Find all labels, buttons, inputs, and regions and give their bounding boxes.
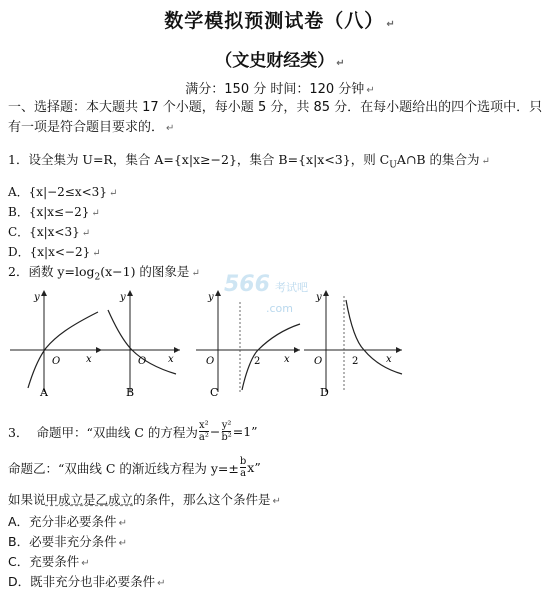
question-3-option-b: B．必要非充分条件 ↵ bbox=[8, 534, 127, 549]
graph-c-y-label: y bbox=[208, 292, 214, 303]
graph-a-y-label: y bbox=[34, 292, 40, 303]
graph-c-label: C bbox=[210, 386, 219, 399]
graph-b-y-label: y bbox=[120, 292, 126, 303]
graph-c-origin: O bbox=[206, 356, 215, 367]
question-1-stem: 1．设全集为 U=R，集合 A={x|x≥−2}，集合 B={x|x<3}，则 $C_UA\cap B$ 的集合为 ↵ bbox=[8, 152, 490, 171]
section-intro-line-1: 一、选择题：本大题共 17 个小题，每小题 5 分，共 85 分．在每小题给出的四个选项中．只 bbox=[8, 100, 543, 115]
graph-d-y-label: y bbox=[316, 292, 322, 303]
graph-b bbox=[98, 290, 180, 399]
graph-c-x-label: x bbox=[284, 354, 290, 365]
question-2-graphs bbox=[0, 282, 560, 402]
graph-a-label: A bbox=[40, 386, 48, 399]
graph-b-origin: O bbox=[138, 356, 147, 367]
question-3-proposition-a: 3． 命题甲：“双曲线 C 的方程为 x² a² − $\frac{\text{y²}}{\text{b²}}$ =1” bbox=[8, 420, 258, 443]
question-1-option-d: D．{x|x<−2} ↵ bbox=[8, 245, 101, 259]
question-3-option-d: D．既非充分也非必要条件 ↵ bbox=[8, 574, 166, 589]
graph-d bbox=[304, 290, 402, 399]
question-1-option-c: C．{x|x<3} ↵ bbox=[8, 225, 91, 239]
graph-d-x-label: x bbox=[386, 354, 392, 365]
graph-b-x-label: x bbox=[168, 354, 174, 365]
question-3-option-a: A．充分非必要条件 ↵ bbox=[8, 514, 127, 529]
graph-a bbox=[10, 290, 102, 399]
question-3-option-c: C．充要条件 ↵ bbox=[8, 554, 90, 569]
graph-d-tick: 2 bbox=[352, 356, 359, 367]
question-3-condition: 如果说甲成立是乙成立的条件，那么这个条件是 ↵ bbox=[8, 492, 281, 507]
question-3-proposition-b: 命题乙：“双曲线 C 的渐近线方程为 y=± $\frac{b}{a}$ x” bbox=[8, 456, 261, 479]
graph-a-origin: O bbox=[52, 356, 61, 367]
graph-a-x-label: x bbox=[86, 354, 92, 365]
graph-c bbox=[196, 290, 300, 399]
exam-meta: 满分：150 分 时间：120 分钟 ↵ bbox=[185, 82, 375, 97]
graph-d-origin: O bbox=[314, 356, 323, 367]
graph-b-label: B bbox=[126, 386, 135, 399]
graph-d-label: D bbox=[320, 386, 329, 399]
watermark-logo: 566 考试吧 .com bbox=[224, 272, 309, 315]
section-intro-line-2: 有一项是符合题目要求的． ↵ bbox=[8, 120, 175, 135]
question-1-option-a: A．{x|−2≤x<3} ↵ bbox=[8, 185, 118, 199]
question-2-stem: 2．函数 $y=\log_2(x-1)$ 的图象是 ↵ bbox=[8, 264, 200, 283]
question-1-option-b: B．{x|x≤−2} ↵ bbox=[8, 205, 100, 219]
page-subtitle: （文史财经类） ↵ bbox=[215, 51, 345, 71]
graph-c-tick: 2 bbox=[254, 356, 261, 367]
page-title: 数学模拟预测试卷（八） ↵ bbox=[164, 10, 396, 32]
